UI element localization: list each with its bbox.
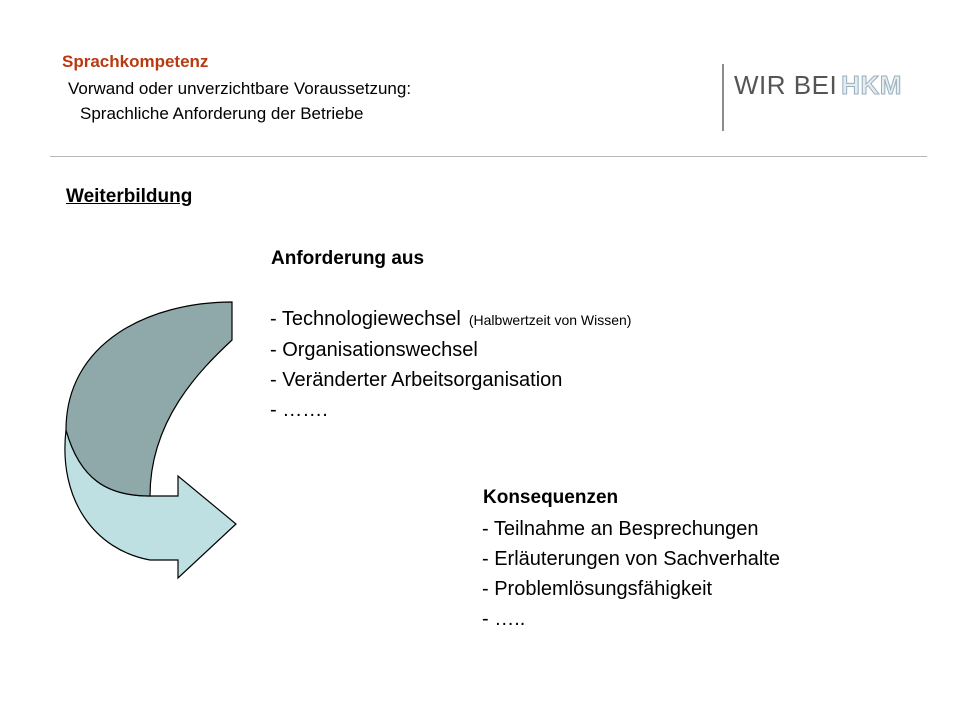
list-item: - Problemlösungsfähigkeit: [482, 578, 713, 600]
curved-arrow-upper-band: [66, 302, 232, 496]
requirements-heading: Anforderung aus: [271, 248, 425, 269]
consequences-list: [482, 514, 780, 634]
list-item: - Veränderter Arbeitsorganisation: [270, 369, 563, 391]
list-item: [270, 304, 631, 335]
logo-text: WIR BEI: [734, 70, 838, 100]
consequences-heading: Konsequenzen: [483, 487, 619, 508]
list-item: - Erläuterungen von Sachverhalte: [482, 548, 780, 570]
list-item-note: (Halbwertzeit von Wissen): [468, 312, 632, 328]
header-subtitle: Vorwand oder unverzichtbare Voraussetzung:: [68, 79, 412, 98]
section-title: Weiterbildung: [66, 186, 193, 207]
requirements-list: [270, 304, 631, 425]
list-item: - Organisationswechsel: [270, 339, 478, 361]
logo-brand: HKM: [841, 70, 902, 100]
list-item-text: - Technologiewechsel: [270, 308, 461, 330]
list-item: - Teilnahme an Besprechungen: [482, 518, 759, 540]
list-item: - …..: [482, 608, 526, 630]
header-subtitle-secondary: Sprachliche Anforderung der Betriebe: [80, 104, 364, 123]
header-title: Sprachkompetenz: [62, 52, 209, 71]
list-item: - …….: [270, 399, 328, 421]
